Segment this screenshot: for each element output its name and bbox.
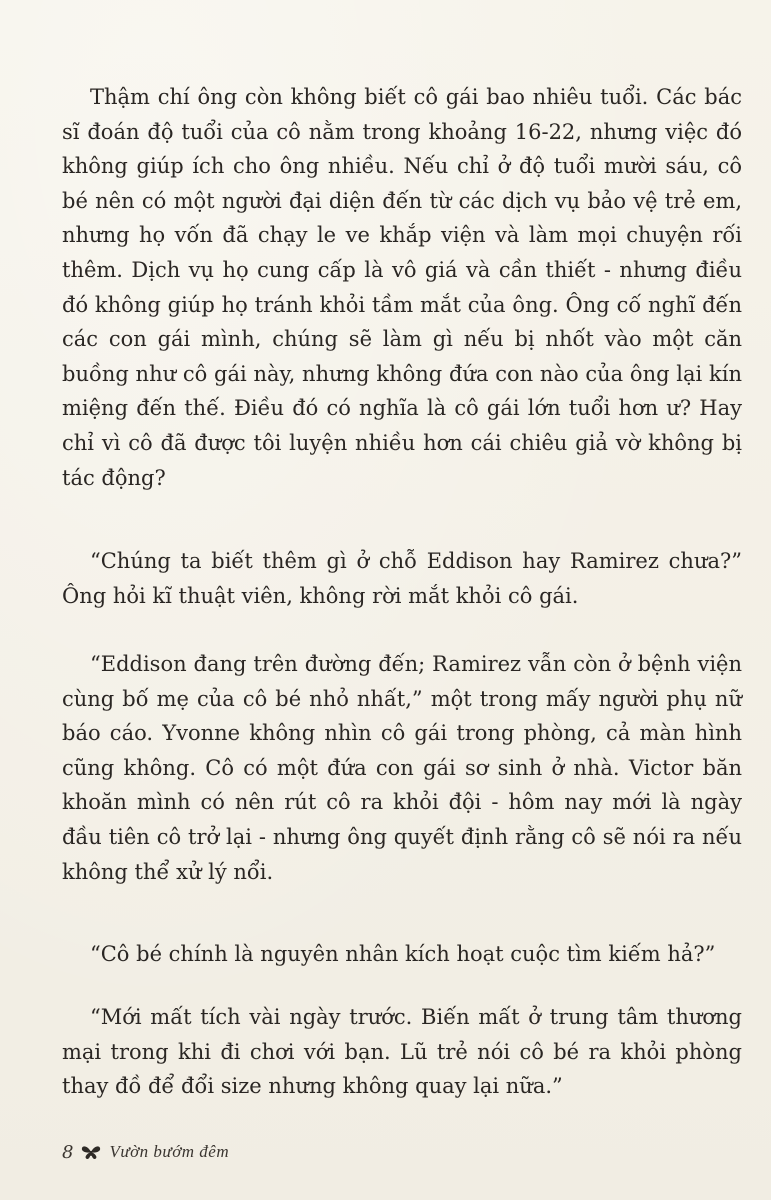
- page-number: 8: [62, 1141, 74, 1163]
- page-footer: [62, 1137, 229, 1167]
- paragraph-4: “Cô bé chính là nguyên nhân kích hoạt cuộc tìm kiếm hả?”: [90, 942, 716, 966]
- paragraph-2: “Chúng ta biết thêm gì ở chỗ Eddison hay Ramirez chưa?” Ông hỏi kĩ thuật viên, không rời mắt khỏi cô gái.: [62, 549, 742, 608]
- book-title: Vườn bướm đêm: [109, 1142, 230, 1161]
- paragraph-1: Thậm chí ông còn không biết cô gái bao nhiêu tuổi. Các bác sĩ đoán độ tuổi của cô nằm trong khoảng 16-22, nhưng việc đó không giúp ích cho ông nhiều. Nếu chỉ ở độ tuổi mười sáu, cô bé nên có một người đại diện đến từ các dịch vụ bảo vệ trẻ em, nhưng họ vốn đã chạy le ve khắp viện và làm mọi chuyện rối thêm. Dịch vụ họ cung cấp là vô giá và cần thiết - nhưng điều đó không giúp họ tránh khỏi tầm mắt của ông. Ông cố nghĩ đến các con gái mình, chúng sẽ làm gì nếu bị nhốt vào một căn buồng như cô gái này, nhưng không đứa con nào của ông lại kín miệng đến thế. Điều đó có nghĩa là cô gái lớn tuổi hơn ư? Hay chỉ vì cô đã được tôi luyện nhiều hơn cái chiêu giả vờ không bị tác động?: [62, 85, 742, 490]
- butterfly-icon: [81, 1144, 101, 1160]
- paragraph-3: “Eddison đang trên đường đến; Ramirez vẫn còn ở bệnh viện cùng bố mẹ của cô bé nhỏ nhất,” một trong mấy người phụ nữ báo cáo. Yvonne không nhìn cô gái trong phòng, cả màn hình cũng không. Cô có một đứa con gái sơ sinh ở nhà. Victor băn khoăn mình có nên rút cô ra khỏi đội - hôm nay mới là ngày đầu tiên cô trở lại - nhưng ông quyết định rằng cô sẽ nói ra nếu không thể xử lý nổi.: [62, 652, 742, 884]
- paragraph-5: “Mới mất tích vài ngày trước. Biến mất ở trung tâm thương mại trong khi đi chơi với bạn. Lũ trẻ nói cô bé ra khỏi phòng thay đồ để đổi size nhưng không quay lại nữa.”: [62, 1005, 742, 1099]
